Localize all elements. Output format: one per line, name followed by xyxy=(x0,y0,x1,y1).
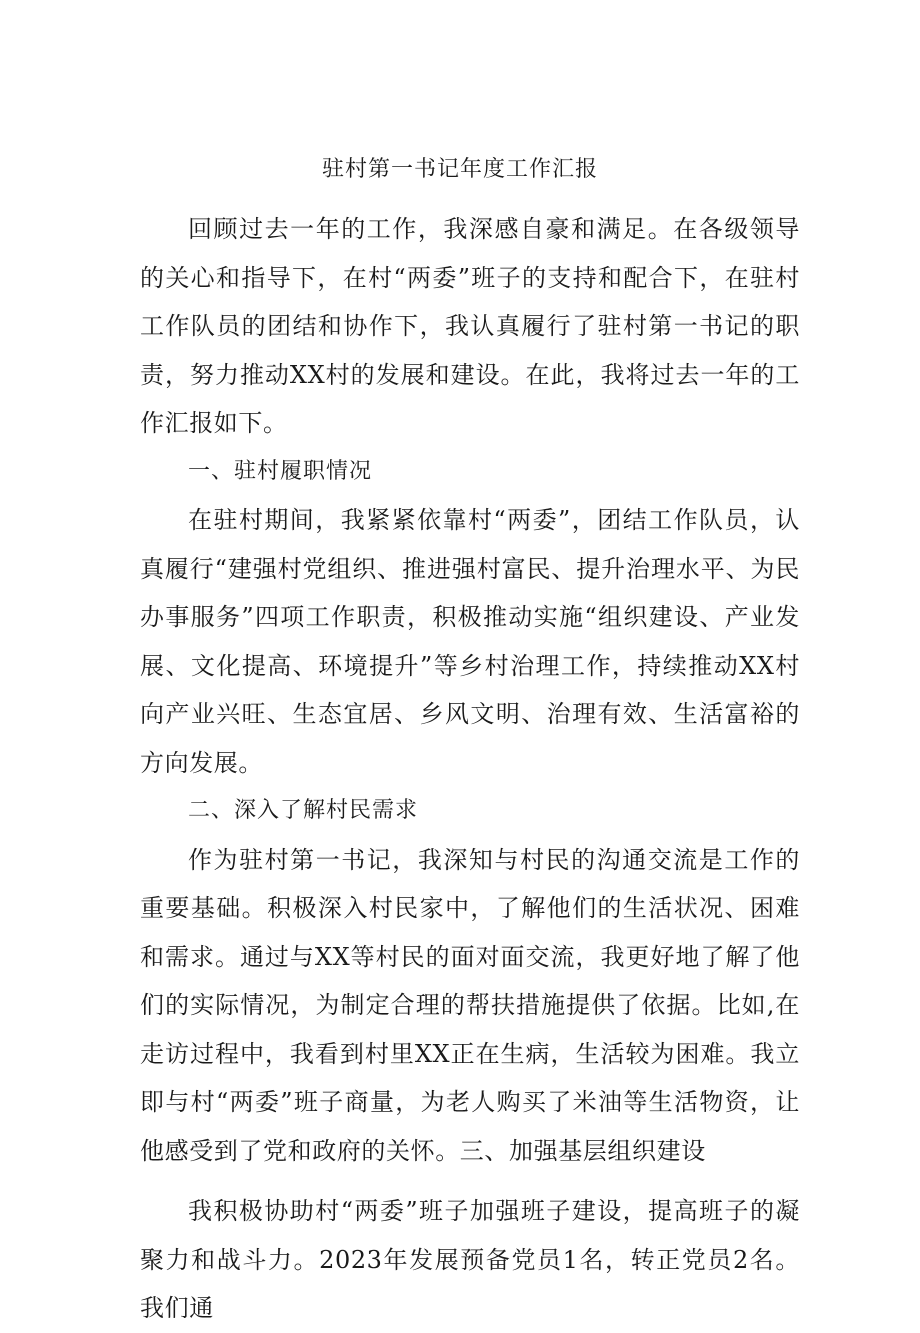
section-2-paragraph: 作为驻村第一书记，我深知与村民的沟通交流是工作的重要基础。积极深入村民家中，了解他们的生活状况、困难和需求。通过与XX等村民的面对面交流，我更好地了解了他们的实际情况，为制定合理的帮扶措施提供了依据。比如,在走访过程中，我看到村里XX正在生病，生活较为困难。我立即与村“两委”班子商量，为老人购买了米油等生活物资，让他感受到了党和政府的关怀。三、加强基层组织建设 xyxy=(140,845,800,1165)
section-1-paragraph: 在驻村期间，我紧紧依靠村“两委”，团结工作队员，认真履行“建强村党组织、推进强村富民、提升治理水平、为民办事服务”四项工作职责，积极推动实施“组织建设、产业发展、文化提高、环境提升”等乡村治理工作，持续推动XX村向产业兴旺、生态宜居、乡风文明、治理有效、生活富裕的方向发展。 xyxy=(140,506,800,777)
intro-paragraph: 回顾过去一年的工作，我深感自豪和满足。在各级领导的关心和指导下，在村“两委”班子的支持和配合下，在驻村工作队员的团结和协作下，我认真履行了驻村第一书记的职责，努力推动XX村的发展和建设。在此，我将过去一年的工作汇报如下。 xyxy=(140,215,800,437)
section-2-heading: 二、深入了解村民需求 xyxy=(188,798,419,823)
section-3-paragraph: 我积极协助村“两委”班子加强班子建设，提高班子的凝聚力和战斗力。2023年发展预备党员1名，转正党员2名。我们通 xyxy=(140,1197,800,1322)
section-1-heading: 一、驻村履职情况 xyxy=(188,458,373,484)
document-body xyxy=(140,205,800,1333)
document-title: 驻村第一书记年度工作汇报 xyxy=(321,157,598,182)
